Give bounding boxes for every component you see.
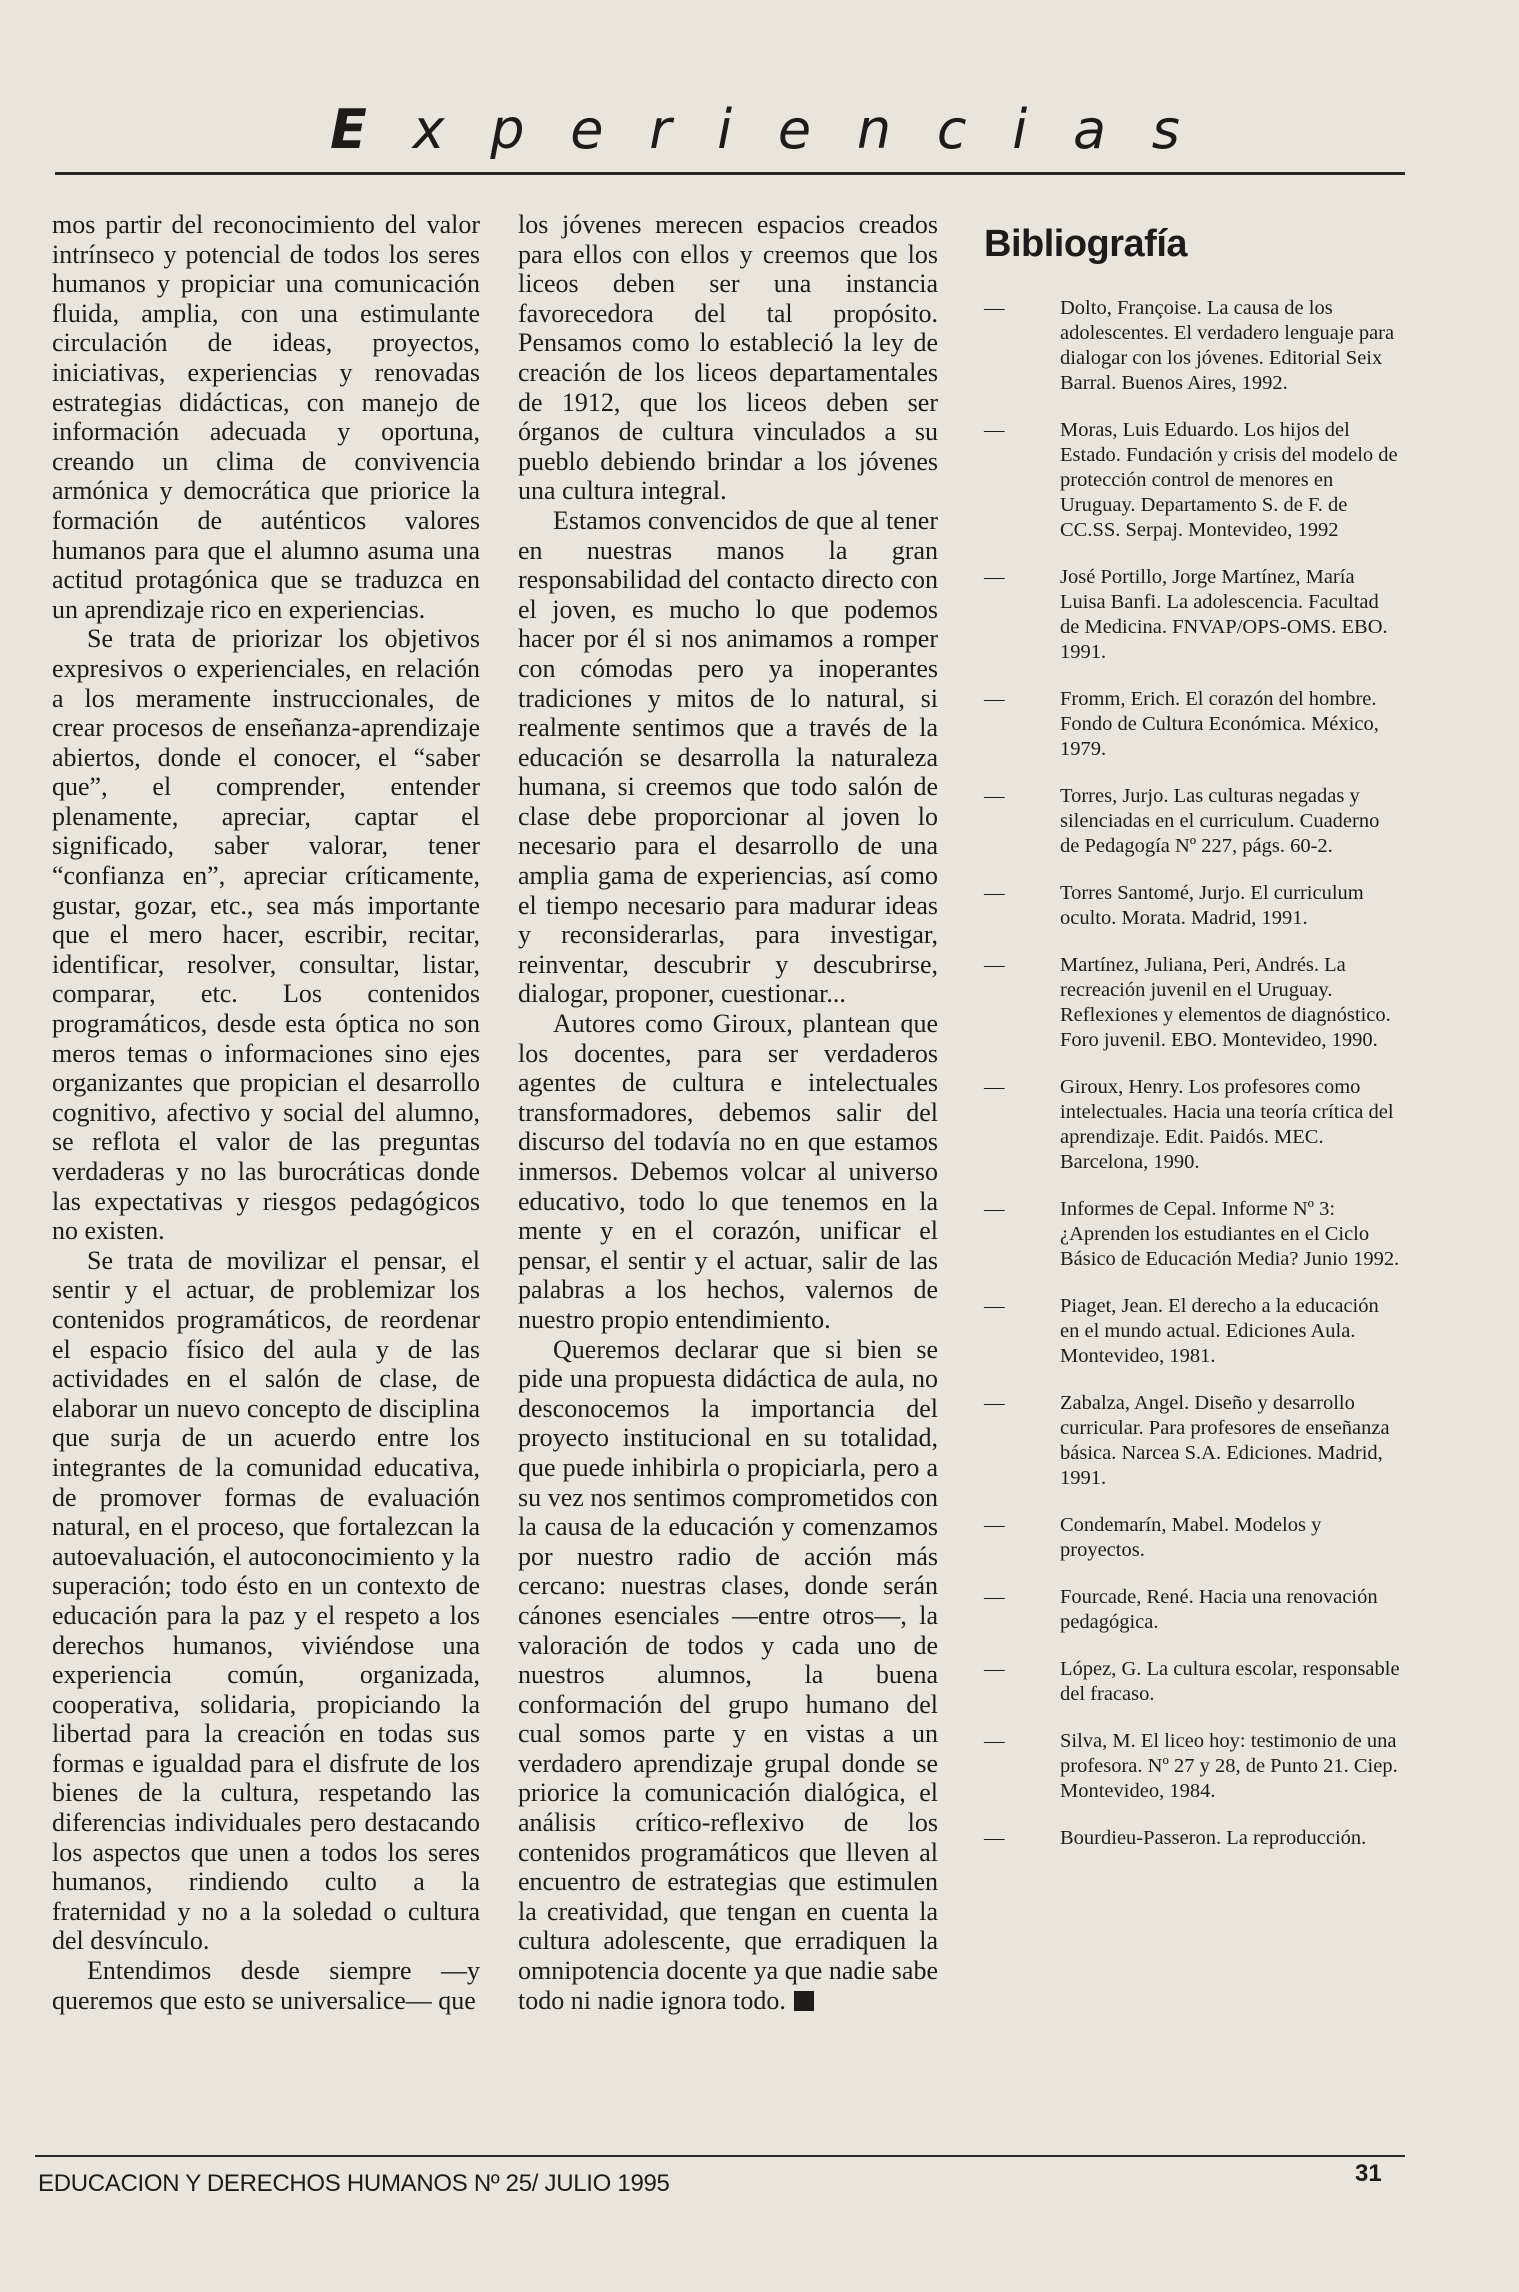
bibliography-entry-text: Bourdieu-Passeron. La reproducción. (1060, 1827, 1367, 1849)
bibliography-entry-text: José Portillo, Jorge Martínez, María Luisa Banfi. La adolescencia. Facultad de Medicina. FNVAP/OPS-OMS. EBO. 1991. (1060, 566, 1388, 663)
bibliography-entry (984, 296, 1404, 396)
section-title-letter: i (1012, 98, 1028, 161)
paragraph-text: Queremos declarar que si bien se pide una propuesta didáctica de aula, no desconocemos la importancia del proyecto institucional en su totalidad, que puede inhibirla o propiciarla, pero a su vez nos sentimos comprometidos con la causa de la educación y comenzamos por nuestro radio de acción más cercano: nuestras clases, donde serán cánones esenciales —entre otros—, la valoración de todos y cada uno de nuestros alumnos, la buena conformación del grupo humano del cual somos parte y en vistas a un verdadero aprendizaje grupal donde se priorice la comunicación dialógica, el análisis crítico-reflexivo de los contenidos programáticos que lleven al encuentro de estrategias que estimulen la creatividad, que tengan en cuenta la cultura adolescente, que erradiquen la omnipotencia docente ya que nadie sabe todo ni nadie ignora todo. (518, 1334, 938, 2015)
footer-divider (35, 2155, 1405, 2157)
bibliography-entry-text: López, G. La cultura escolar, responsable del fracaso. (1060, 1658, 1400, 1705)
bibliography-entry (984, 1294, 1404, 1369)
bibliography-entry-text: Giroux, Henry. Los profesores como intelectuales. Hacia una teoría crítica del aprendizaje. Edit. Paidós. MEC. Barcelona, 1990. (1060, 1076, 1394, 1173)
paragraph: Entendimos desde siempre —y queremos que esto se universalice— que (52, 1956, 480, 2015)
bibliography-entry-text: Dolto, Françoise. La causa de los adolescentes. El verdadero lenguaje para dialogar con los jóvenes. Editorial Seix Barral. Buenos Aires, 1992. (1060, 297, 1395, 394)
bibliography-entry (984, 1657, 1404, 1707)
bibliography-entry (984, 687, 1404, 762)
bibliography-heading: Bibliografía (984, 223, 1188, 265)
bibliography-entry-text: Zabalza, Angel. Diseño y desarrollo curricular. Para profesores de enseñanza básica. Narcea S.A. Ediciones. Madrid, 1991. (1060, 1392, 1390, 1489)
bibliography-entry (984, 784, 1404, 859)
body-column-1 (52, 210, 480, 2015)
section-title-letter: p (490, 98, 525, 161)
bibliography-entry-text: Fourcade, René. Hacia una renovación pedagógica. (1060, 1586, 1378, 1633)
bibliography-entry (984, 1513, 1404, 1563)
bibliography-section (984, 222, 1404, 1873)
bibliography-entry (984, 565, 1404, 665)
section-title-letter: c (936, 98, 967, 161)
section-title-letter: i (717, 98, 733, 161)
bullet-dash: — (984, 1392, 1005, 1414)
bullet-dash: — (984, 1514, 1005, 1536)
bibliography-entry-text: Torres, Jurjo. Las culturas negadas y silenciadas en el curriculum. Cuaderno de Pedagogía Nº 227, págs. 60-2. (1060, 785, 1380, 857)
body-column-2 (518, 210, 938, 2015)
bibliography-entry-text: Torres Santomé, Jurjo. El curriculum oculto. Morata. Madrid, 1991. (1060, 882, 1364, 929)
bullet-dash: — (984, 785, 1005, 807)
bullet-dash: — (984, 1076, 1005, 1098)
section-title-letter: e (777, 98, 812, 161)
bibliography-entry-text: Fromm, Erich. El corazón del hombre. Fondo de Cultura Económica. México, 1979. (1060, 688, 1379, 760)
bullet-dash: — (984, 1730, 1005, 1752)
page-number: 31 (1355, 2160, 1382, 2187)
bullet-dash: — (984, 1198, 1005, 1220)
bullet-dash: — (984, 1827, 1005, 1849)
bullet-dash: — (984, 954, 1005, 976)
bibliography-entry (984, 1585, 1404, 1635)
section-title-letter: s (1151, 98, 1180, 161)
bullet-dash: — (984, 419, 1005, 441)
section-title-letter: a (1072, 98, 1107, 161)
bibliography-entry (984, 1391, 1404, 1491)
paragraph: Autores como Giroux, plantean que los docentes, para ser verdaderos agentes de cultura e intelectuales transformadores, debemos salir del discurso del todavía no en que estamos inmersos. Debemos volcar al universo educativo, todo lo que tenemos en la mente y en el corazón, unificar el pensar, el sentir y el actuar, salir de las palabras a los hechos, valernos de nuestro propio entendimiento. (518, 1009, 938, 1334)
section-title-letter: e (570, 98, 604, 161)
paragraph: Se trata de priorizar los objetivos expresivos o experienciales, en relación a los meramente instruccionales, de crear procesos de enseñanza-aprendizaje abiertos, donde el conocer, el “saber que”, el comprender, entender plenamente, apreciar, captar el significado, saber valorar, tener “confianza en”, apreciar críticamente, gustar, gozar, etc., sea más importante que el mero hacer, escribir, recitar, identificar, resolver, consultar, listar, comparar, etc. Los contenidos programáticos, desde esta óptica no son meros temas o informaciones sino ejes organizantes que propician el desarrollo cognitivo, afectivo y social del alumno, se reflota el valor de las preguntas verdaderas y no las burocráticas donde las expectativas y riesgos pedagógicos no existen. (52, 624, 480, 1246)
bullet-dash: — (984, 297, 1005, 319)
section-title-letter: E (330, 98, 367, 161)
paragraph: Se trata de movilizar el pensar, el sentir y el actuar, de problemizar los contenidos programáticos, de reordenar el espacio físico del aula y de las actividades en el salón de clase, de elaborar un nuevo concepto de disciplina que surja de un acuerdo entre los integrantes de la comunidad educativa, de promover formas de evaluación natural, en el proceso, que fortalezcan la autoevaluación, el autoconocimiento y la superación; todo ésto en un contexto de educación para la paz y el respeto a los derechos humanos, viviéndose una experiencia común, organizada, cooperativa, solidaria, propiciando la libertad para la creación en todas sus formas e igualdad para el disfrute de los bienes de la cultura, respetando las diferencias individuales pero destacando los aspectos que unen a todos los seres humanos, rindiendo culto a la fraternidad y no a la soledad o cultura del desvínculo. (52, 1245, 480, 1956)
section-title-letter: n (856, 98, 892, 161)
bibliography-entry (984, 1826, 1404, 1851)
section-title-letter: r (649, 98, 672, 161)
bibliography-entry (984, 1075, 1404, 1175)
paragraph: Estamos convencidos de que al tener en nuestras manos la gran responsabilidad del contacto directo con el joven, es mucho lo que podemos hacer por él si nos animamos a romper con cómodas pero ya inoperantes tradiciones y mitos de lo natural, si realmente sentimos que a través de la educación se desarrolla la naturaleza humana, si creemos que todo salón de clase debe proporcionar al joven lo necesario para el desarrollo de una amplia gama de experiencias, así como el tiempo necesario para madurar ideas y reconsiderarlas, para investigar, reinventar, descubrir y descubrirse, dialogar, proponer, cuestionar... (518, 505, 938, 1009)
section-title-letter: x (412, 98, 445, 161)
bullet-dash: — (984, 1658, 1005, 1680)
bibliography-entry (984, 1729, 1404, 1804)
bibliography-entry-text: Silva, M. El liceo hoy: testimonio de una profesora. Nº 27 y 28, de Punto 21. Ciep. Montevideo, 1984. (1060, 1730, 1398, 1802)
bibliography-entry-text: Piaget, Jean. El derecho a la educación en el mundo actual. Ediciones Aula. Montevideo, 1981. (1060, 1295, 1379, 1367)
bullet-dash: — (984, 1586, 1005, 1608)
section-title (330, 100, 1180, 160)
publication-footer: EDUCACION Y DERECHOS HUMANOS Nº 25/ JULIO 1995 (38, 2170, 670, 2197)
end-of-article-square-icon (794, 1991, 814, 2011)
bibliography-entry (984, 881, 1404, 931)
bullet-dash: — (984, 1295, 1005, 1317)
bullet-dash: — (984, 688, 1005, 710)
bibliography-entry (984, 1197, 1404, 1272)
bullet-dash: — (984, 566, 1005, 588)
bibliography-entry-text: Condemarín, Mabel. Modelos y proyectos. (1060, 1514, 1322, 1561)
bibliography-entry (984, 418, 1404, 543)
header-divider (55, 172, 1405, 175)
paragraph-final (518, 1335, 938, 2016)
bibliography-list (984, 296, 1404, 1851)
bullet-dash: — (984, 882, 1005, 904)
paragraph: mos partir del reconocimiento del valor intrínseco y potencial de todos los seres humanos y propiciar una comunicación fluida, amplia, con una estimulante circulación de ideas, proyectos, iniciativas, experiencias y renovadas estrategias didácticas, con manejo de información adecuada y oportuna, creando un clima de convivencia armónica y democrática que priorice la formación de auténticos valores humanos para que el alumno asuma una actitud protagónica que se traduzca en un aprendizaje rico en experiencias. (52, 210, 480, 624)
bibliography-entry (984, 953, 1404, 1053)
paragraph: los jóvenes merecen espacios creados para ellos con ellos y creemos que los liceos deben ser una instancia favorecedora del tal propósito. Pensamos como lo estableció la ley de creación de los liceos departamentales de 1912, que los liceos deben ser órganos de cultura vinculados a su pueblo debiendo brindar a los jóvenes una cultura integral. (518, 210, 938, 506)
bibliography-entry-text: Informes de Cepal. Informe Nº 3: ¿Aprenden los estudiantes en el Ciclo Básico de Educación Media? Junio 1992. (1060, 1198, 1400, 1270)
bibliography-entry-text: Martínez, Juliana, Peri, Andrés. La recreación juvenil en el Uruguay. Reflexiones y elementos de diagnóstico. Foro juvenil. EBO. Montevideo, 1990. (1060, 954, 1391, 1051)
bibliography-entry-text: Moras, Luis Eduardo. Los hijos del Estado. Fundación y crisis del modelo de protección control de menores en Uruguay. Departamento S. de F. de CC.SS. Serpaj. Montevideo, 1992 (1060, 419, 1398, 541)
